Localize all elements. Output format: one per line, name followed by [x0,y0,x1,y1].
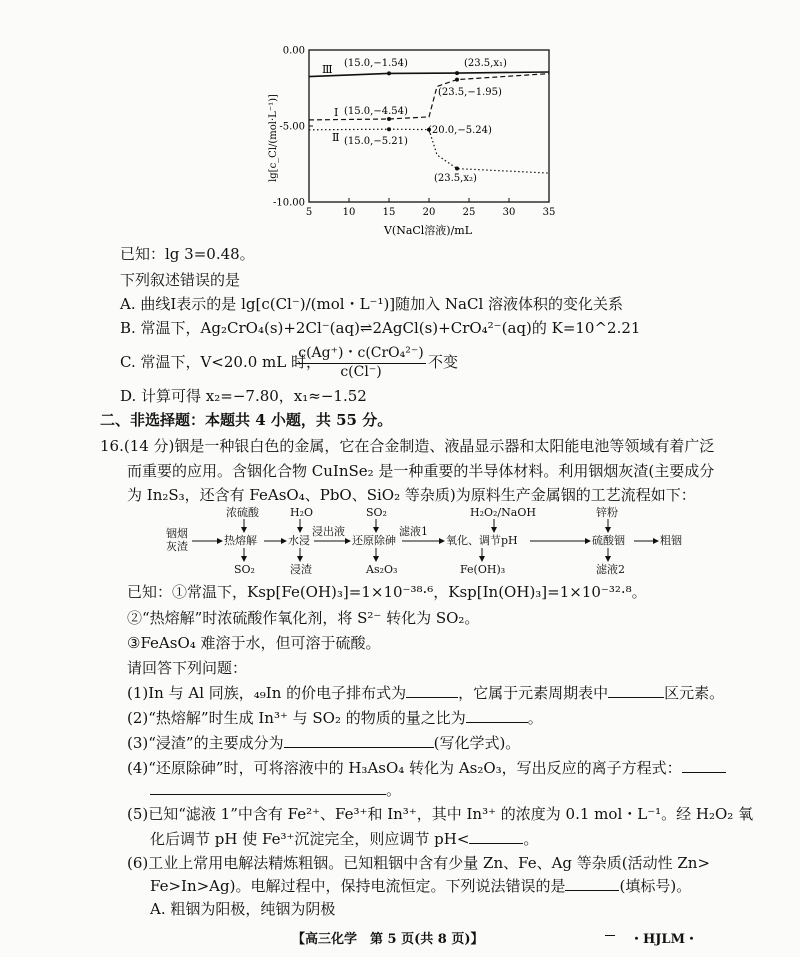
flow-top-reagent: 锌粉 [596,506,618,519]
flow-top-reagent: SO₂ [366,506,387,519]
answer-blank[interactable] [466,708,528,723]
question-stem: 下列叙述错误的是 [120,271,241,289]
answer-blank[interactable] [469,829,523,844]
subq-4-cont: 。 [150,780,401,800]
chart [268,38,568,238]
flow-bottom-product: Fe(OH)₃ [460,563,506,576]
answer-blank[interactable] [284,733,434,748]
answer-blank[interactable] [608,683,664,698]
known-1: 已知：①常温下，Ksp[Fe(OH)₃]=1×10⁻³⁸·⁶，Ksp[In(OH)₃]=1×10⁻³²·⁸。 [127,583,647,601]
option-a: A. 曲线Ⅰ表示的是 lg[c(Cl⁻)/(mol・L⁻¹)]随加入 NaCl 溶液体积的变化关系 [120,295,624,313]
x-tick-label: 5 [305,207,313,218]
subq-5-line2: 化后调节 pH 使 Fe³⁺沉淀完全，则应调节 pH< 。 [150,830,539,848]
data-point [455,167,459,171]
fraction-denominator: c(Cl⁻) [340,364,382,380]
q16-line3: 为 In₂S₃，还含有 FeAsO₄、PbO、SiO₂ 等杂质)为原料生产金属铟的工艺流程如下： [127,486,696,504]
x-tick-label: 20 [422,207,436,218]
answer-prompt: 请回答下列问题： [127,659,248,677]
flow-top-reagent: 浸出液 [312,525,345,538]
flow-top-reagent: H₂O [290,506,314,519]
curve-label: Ⅱ [332,131,340,144]
flow-step: 还原除砷 [352,534,396,547]
flow-bottom-product: 滤液2 [596,563,625,576]
section-heading: 二、非选择题：本题共 4 小题，共 55 分。 [100,411,393,429]
fraction-numerator: c(Ag⁺)・c(CrO₄²⁻) [296,342,426,364]
flow-step: 水浸 [288,534,310,547]
x-tick-label: 30 [502,207,516,218]
x-tick-label: 25 [462,207,476,218]
curve-label: Ⅰ [334,106,339,119]
data-point [455,78,459,82]
y-tick-label: 0.00 [282,45,305,57]
subq-5-line1: (5)已知“滤液 1”中含有 Fe²⁺、Fe³⁺和 In³⁺，其中 In³⁺ 的浓度为 0.1 mol・L⁻¹。经 H₂O₂ 氧 [127,805,754,823]
answer-blank[interactable] [150,780,386,795]
subq-6-line1: (6)工业上常用电解法精炼粗铟。已知粗铟中含有少量 Zn、Fe、Ag 等杂质(活动性 Zn> [127,854,711,872]
known-3: ③FeAsO₄ 难溶于水，但可溶于硫酸。 [127,634,381,652]
option-c-fraction [296,342,426,380]
x-tick-label: 10 [342,207,356,218]
data-point [387,127,391,131]
flow-step: 热熔解 [224,534,257,547]
option-d: D. 计算可得 x₂=−7.80，x₁≈−1.52 [120,387,367,405]
answer-blank[interactable] [406,683,458,698]
y-tick-label: -10.00 [272,197,305,209]
known-lg3: 已知：lg 3=0.48。 [120,245,255,263]
flow-step: 氧化、调节pH [446,534,518,547]
x-tick-label: 35 [542,207,556,218]
option-c-prefix: C. 常温下，V<20.0 mL 时， [120,353,321,371]
x-axis-label: V(NaCl溶液)/mL [383,224,473,237]
flow-top-reagent: H₂O₂/NaOH [470,506,536,519]
subq-6-option-a: A. 粗铟为阳极，纯铟为阴极 [150,900,336,918]
known-2: ②“热熔解”时浓硫酸作氧化剂，将 S²⁻ 转化为 SO₂。 [127,609,480,627]
flow-bottom-product: As₂O₃ [366,563,398,576]
point-annotation: (23.5,−1.95) [438,87,502,98]
flow-bottom-product: SO₂ [234,563,255,576]
answer-blank[interactable] [682,758,726,773]
flow-step: 硫酸铟 [592,534,625,547]
subq-1: (1)In 与 Al 同族，₄₉In 的价电子排布式为 ，它属于元素周期表中 区元素。 [127,684,725,702]
subq-6-line2: Fe>In>Ag)。电解过程中，保持电流恒定。下列说法错误的是 (填标号)。 [150,877,692,895]
curve-label: Ⅲ [322,63,333,76]
q16-line1: 16.(14 分)铟是一种银白色的金属，它在合金制造、液晶显示器和太阳能电池等领域有着广泛 [100,437,715,455]
subq-3: (3)“浸渣”的主要成分为 (写化学式)。 [127,734,521,752]
point-annotation: (20.0,−5.24) [428,125,492,136]
x-tick-label: 15 [382,207,396,218]
flow-raw-line2: 灰渣 [166,540,188,553]
process-flow-diagram [130,505,690,577]
flow-bottom-product: 浸渣 [290,563,312,576]
subq-4: (4)“还原除砷”时，可将溶液中的 H₃AsO₄ 转化为 As₂O₃，写出反应的离子方程式： [127,758,726,778]
point-annotation: (23.5,x₁) [464,58,507,69]
page-number: 【高三化学 第 5 页(共 8 页)】 [292,932,484,947]
data-point [387,117,391,121]
point-annotation: (15.0,−1.54) [344,58,408,69]
flow-step: 粗铟 [660,534,682,547]
data-point [455,71,459,75]
footer-code: ・HJLM・ [630,932,698,947]
y-tick-label: -5.00 [279,121,305,133]
footer-dash [605,935,615,936]
flow-top-reagent: 滤液1 [399,525,428,538]
flow-raw-line1: 铟烟 [166,527,188,540]
data-point [387,71,391,75]
subq-2: (2)“热熔解”时生成 In³⁺ 与 SO₂ 的物质的量之比为 。 [127,709,543,727]
option-b: B. 常温下，Ag₂CrO₄(s)+2Cl⁻(aq)⇌2AgCl(s)+CrO₄²⁻(aq)的 K=10^2.21 [120,319,641,337]
q16-line2: 而重要的应用。含铟化合物 CuInSe₂ 是一种重要的半导体材料。利用铟烟灰渣(主要成分 [127,462,715,480]
point-annotation: (15.0,−5.21) [344,136,408,147]
flow-top-reagent: 浓硫酸 [226,506,259,519]
point-annotation: (15.0,−4.54) [344,106,408,117]
point-annotation: (23.5,x₂) [434,173,477,184]
answer-blank[interactable] [565,876,619,891]
y-axis-label: lg[c_Cl/(mol·L⁻¹)] [268,94,279,182]
option-c-suffix: 不变 [428,353,459,371]
